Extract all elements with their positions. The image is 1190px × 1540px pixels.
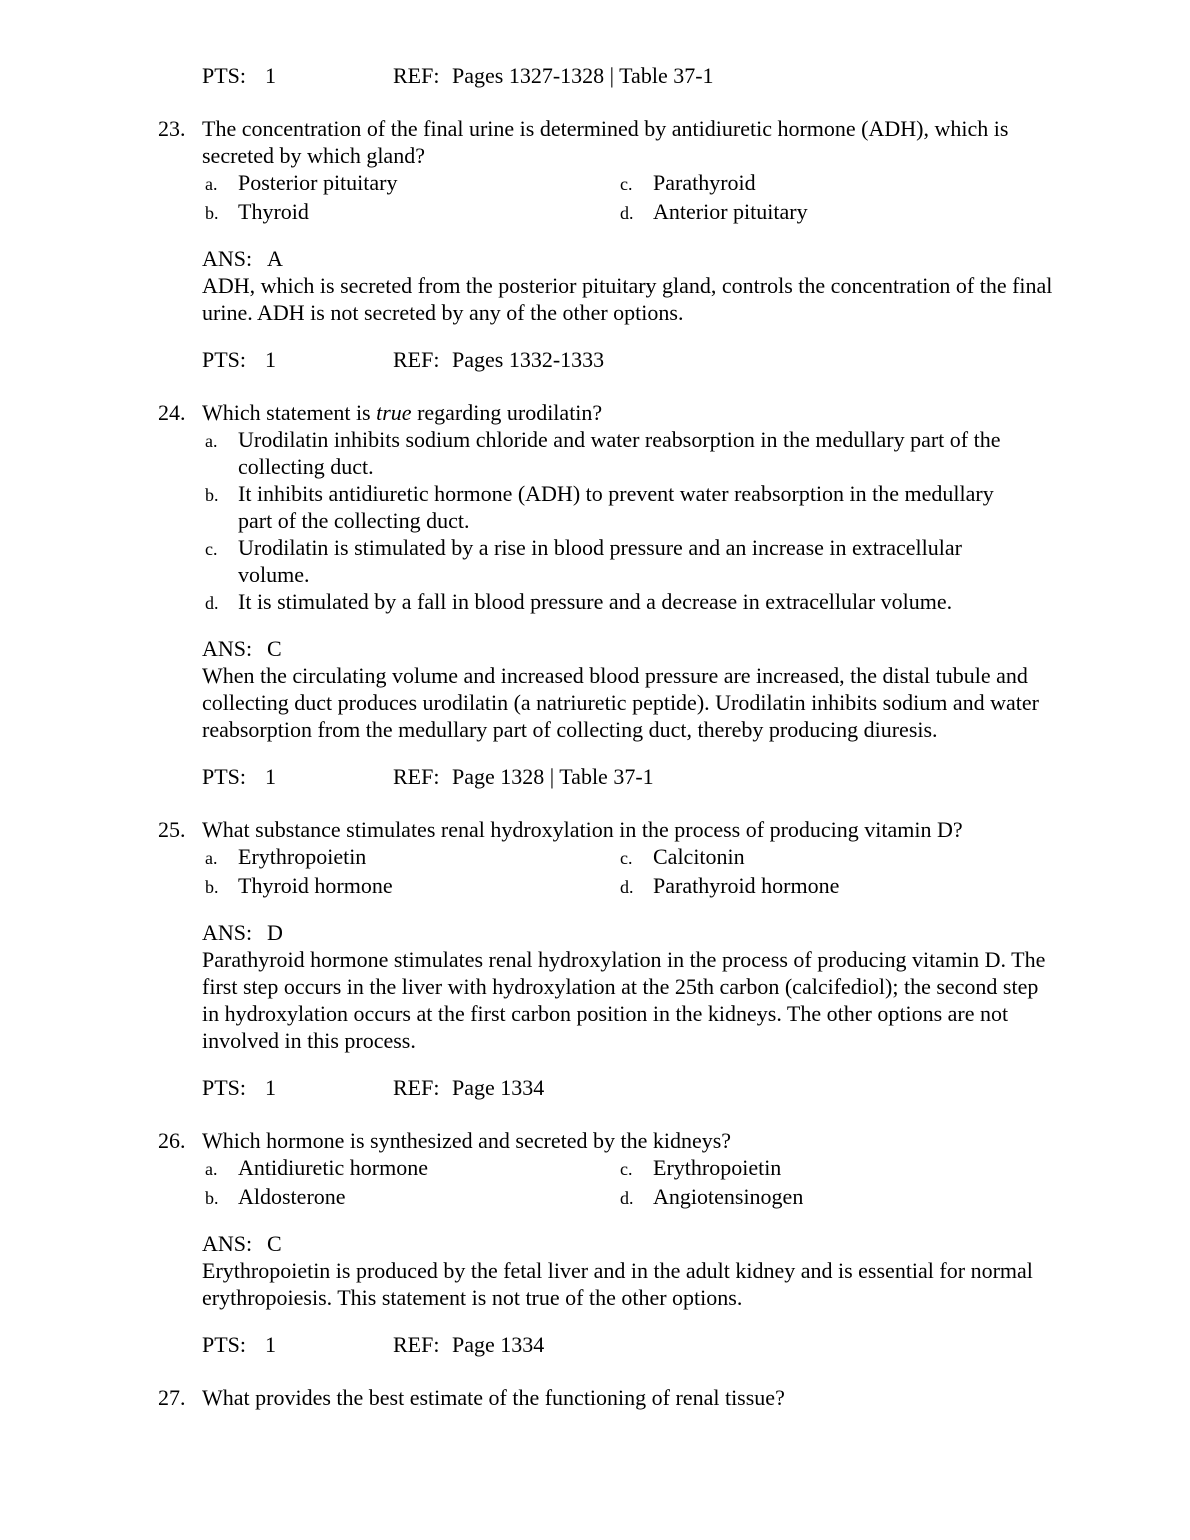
option-letter: b. — [205, 877, 219, 897]
answer-label: ANS: — [202, 636, 253, 661]
answer-label: ANS: — [202, 1231, 253, 1256]
option-letter: d. — [205, 593, 219, 613]
pts-ref-row — [202, 346, 1060, 373]
answer-line — [202, 919, 1060, 946]
options-list — [202, 843, 1060, 901]
option-d — [617, 198, 1060, 227]
ref-label: REF: — [393, 347, 440, 372]
rationale-text: Erythropoietin is produced by the fetal liver and in the adult kidney and is essential for normal erythropoiesis. This statement is not true of the other options. — [202, 1258, 1033, 1310]
pts-ref-row — [202, 1331, 1060, 1358]
pts-value: 1 — [265, 764, 276, 789]
answer-value: D — [267, 920, 283, 945]
options-list — [202, 1154, 1060, 1212]
option-text: Anterior pituitary — [653, 199, 808, 224]
question-number: 27. — [158, 1385, 186, 1410]
ref-value: Pages 1327-1328 | Table 37-1 — [452, 63, 714, 88]
question-text-italic: true — [376, 400, 412, 425]
ref-value: Page 1334 — [452, 1075, 545, 1100]
option-text: Angiotensinogen — [653, 1184, 804, 1209]
option-letter: a. — [205, 174, 218, 194]
question-number: 26. — [158, 1128, 186, 1153]
question-25 — [158, 816, 1060, 1101]
question-27 — [158, 1384, 1060, 1411]
pts-label: PTS: — [202, 347, 247, 372]
question-text — [202, 399, 1060, 426]
option-letter: a. — [205, 1159, 218, 1179]
option-a — [202, 1154, 617, 1183]
question-24 — [158, 399, 1060, 790]
answer-line — [202, 1230, 1060, 1257]
question-number: 25. — [158, 817, 186, 842]
pts-value: 1 — [265, 347, 276, 372]
option-b — [202, 1183, 617, 1212]
options-list — [202, 169, 1060, 227]
option-letter: b. — [205, 203, 219, 223]
option-letter: d. — [620, 203, 634, 223]
answer-block — [202, 635, 1060, 743]
ref-value: Pages 1332-1333 — [452, 347, 605, 372]
option-b — [202, 872, 617, 901]
ref-value: Page 1334 — [452, 1332, 545, 1357]
rationale-text: When the circulating volume and increased blood pressure are increased, the distal tubule and collecting duct produces urodilatin (a natriuretic peptide). Urodilatin inhibits sodium and water reabsorption from the medullary part of collecting duct, thereby producing diuresis. — [202, 663, 1039, 742]
option-text: Urodilatin is stimulated by a rise in blood pressure and an increase in extracellular volume. — [238, 535, 962, 587]
option-b — [202, 480, 1060, 534]
option-text: Posterior pituitary — [238, 170, 398, 195]
option-letter: b. — [205, 485, 219, 505]
option-a — [202, 169, 617, 198]
rationale-text: Parathyroid hormone stimulates renal hydroxylation in the process of producing vitamin D. The first step occurs in the liver with hydroxylation at the 25th carbon (calcifediol); the second step in hydroxylation occurs at the first carbon position in the kidneys. The other options are not involved in this process. — [202, 947, 1046, 1053]
option-c — [617, 843, 1060, 872]
option-letter: b. — [205, 1188, 219, 1208]
question-text: Which hormone is synthesized and secreted by the kidneys? — [202, 1128, 732, 1153]
option-letter: a. — [205, 848, 218, 868]
option-text: It inhibits antidiuretic hormone (ADH) to prevent water reabsorption in the medullary part of the collecting duct. — [238, 481, 994, 533]
pts-ref-row — [202, 1074, 1060, 1101]
answer-value: A — [267, 246, 283, 271]
pts-label: PTS: — [202, 63, 247, 88]
option-letter: d. — [620, 877, 634, 897]
option-letter: a. — [205, 431, 218, 451]
pts-label: PTS: — [202, 1332, 247, 1357]
pts-label: PTS: — [202, 1075, 247, 1100]
question-number: 24. — [158, 400, 186, 425]
option-text: Erythropoietin — [238, 844, 367, 869]
option-b — [202, 198, 617, 227]
option-text: Thyroid — [238, 199, 309, 224]
question-text-pre: Which statement is — [202, 400, 377, 425]
question-body — [202, 1127, 1060, 1358]
question-body — [202, 1384, 1060, 1411]
pts-value: 1 — [265, 1075, 276, 1100]
option-d — [617, 872, 1060, 901]
question-text-post: regarding urodilatin? — [411, 400, 603, 425]
option-a — [202, 843, 617, 872]
option-text: Aldosterone — [238, 1184, 346, 1209]
option-letter: d. — [620, 1188, 634, 1208]
question-26 — [158, 1127, 1060, 1358]
ref-label: REF: — [393, 764, 440, 789]
ref-value: Page 1328 | Table 37-1 — [452, 764, 654, 789]
rationale-text: ADH, which is secreted from the posterior pituitary gland, controls the concentration of the final urine. ADH is not secreted by any of the other options. — [202, 273, 1053, 325]
question-body — [202, 399, 1060, 790]
option-c — [617, 1154, 1060, 1183]
pts-label: PTS: — [202, 764, 247, 789]
pts-value: 1 — [265, 1332, 276, 1357]
option-text: Calcitonin — [653, 844, 745, 869]
pts-value: 1 — [265, 63, 276, 88]
pts-ref-row — [202, 763, 1060, 790]
option-a — [202, 426, 1060, 480]
question-text: What provides the best estimate of the functioning of renal tissue? — [202, 1385, 785, 1410]
option-letter: c. — [205, 539, 218, 559]
answer-block — [202, 245, 1060, 326]
option-text: Thyroid hormone — [238, 873, 393, 898]
answer-block — [202, 1230, 1060, 1311]
question-body — [202, 115, 1060, 373]
answer-line — [202, 635, 1060, 662]
option-d — [202, 588, 1060, 617]
ref-label: REF: — [393, 1332, 440, 1357]
answer-label: ANS: — [202, 920, 253, 945]
options-list — [202, 426, 1060, 617]
option-text: It is stimulated by a fall in blood pressure and a decrease in extracellular volume. — [238, 589, 953, 614]
answer-line — [202, 245, 1060, 272]
option-text: Parathyroid — [653, 170, 756, 195]
answer-value: C — [267, 636, 282, 661]
question-text: The concentration of the final urine is determined by antidiuretic hormone (ADH), which is secreted by which gland? — [202, 116, 1009, 168]
pts-ref-row — [202, 62, 1060, 89]
question-text: What substance stimulates renal hydroxylation in the process of producing vitamin D? — [202, 817, 963, 842]
option-c — [617, 169, 1060, 198]
option-text: Erythropoietin — [653, 1155, 782, 1180]
question-23 — [158, 115, 1060, 373]
option-letter: c. — [620, 174, 633, 194]
option-text: Antidiuretic hormone — [238, 1155, 429, 1180]
answer-block — [202, 919, 1060, 1054]
answer-label: ANS: — [202, 246, 253, 271]
option-letter: c. — [620, 848, 633, 868]
option-c — [202, 534, 1060, 588]
option-letter: c. — [620, 1159, 633, 1179]
ref-label: REF: — [393, 1075, 440, 1100]
option-d — [617, 1183, 1060, 1212]
option-text: Urodilatin inhibits sodium chloride and water reabsorption in the medullary part of the collecting duct. — [238, 427, 1001, 479]
ref-label: REF: — [393, 63, 440, 88]
option-text: Parathyroid hormone — [653, 873, 840, 898]
answer-value: C — [267, 1231, 282, 1256]
question-number: 23. — [158, 116, 186, 141]
question-body — [202, 816, 1060, 1101]
